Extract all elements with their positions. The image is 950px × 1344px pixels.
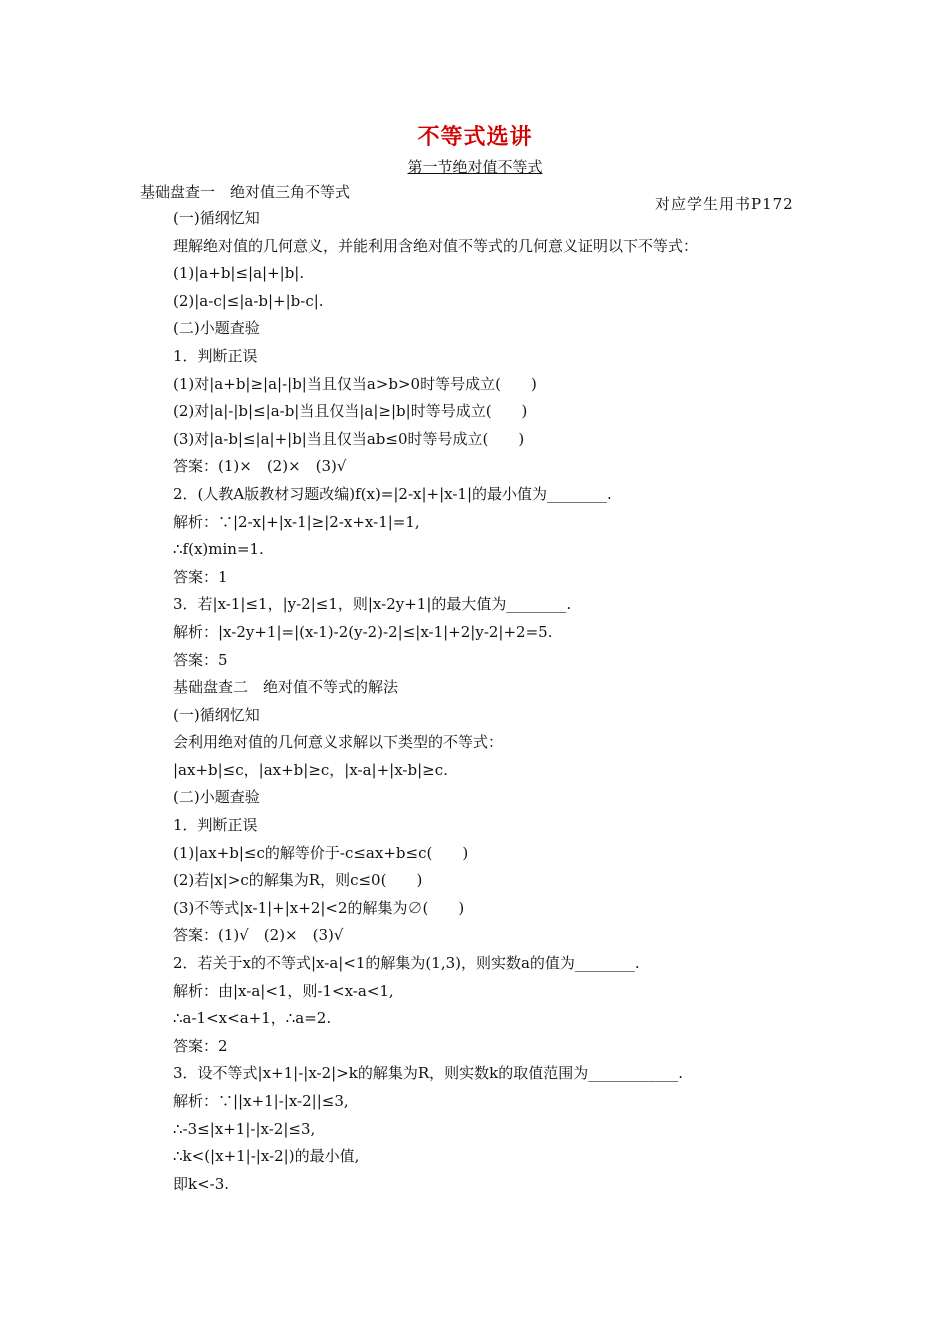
text-line: 理解绝对值的几何意义，并能利用含绝对值不等式的几何意义证明以下不等式： bbox=[173, 236, 699, 255]
subtitle-text: 第一节绝对值不等式 bbox=[407, 158, 543, 176]
text-line: (2)若|x|>c的解集为R，则c≤0( ) bbox=[173, 871, 423, 890]
text-line: 解析：|x-2y+1|=|(x-1)-2(y-2)-2|≤|x-1|+2|y-2|+2=5. bbox=[173, 622, 553, 641]
section-heading-2: 基础盘查二 绝对值不等式的解法 bbox=[173, 678, 399, 697]
text-line: (二)小题查验 bbox=[173, 788, 260, 807]
text-line: |ax+b|≤c，|ax+b|≥c，|x-a|+|x-b|≥c. bbox=[173, 760, 448, 779]
text-line: (2)对|a|-|b|≤|a-b|当且仅当|a|≥|b|时等号成立( ) bbox=[173, 402, 528, 421]
page-reference: 对应学生用书P172 bbox=[655, 195, 794, 213]
text-line: 答案：1 bbox=[173, 567, 228, 586]
text-line: 3．设不等式|x+1|-|x-2|>k的解集为R，则实数k的取值范围为____________. bbox=[173, 1064, 684, 1083]
text-line: 解析：∵||x+1|-|x-2||≤3, bbox=[173, 1092, 349, 1110]
text-line: (1)对|a+b|≥|a|-|b|当且仅当a>b>0时等号成立( ) bbox=[173, 374, 537, 393]
text-line: 答案：5 bbox=[173, 650, 228, 669]
text-line: 1．判断正误 bbox=[173, 816, 258, 835]
text-line: 解析：∵|2-x|+|x-1|≥|2-x+x-1|=1, bbox=[173, 512, 420, 531]
page-title: 不等式选讲 bbox=[417, 125, 533, 150]
text-line: (2)|a-c|≤|a-b|+|b-c|. bbox=[173, 291, 324, 310]
text-line: (3)对|a-b|≤|a|+|b|当且仅当ab≤0时等号成立( ) bbox=[173, 429, 525, 448]
text-line: 2．若关于x的不等式|x-a|<1的解集为(1,3)，则实数a的值为________. bbox=[173, 954, 640, 973]
text-line: ∴f(x)min=1. bbox=[173, 540, 264, 559]
text-line: (一)循纲忆知 bbox=[173, 705, 260, 724]
text-line: ∴-3≤|x+1|-|x-2|≤3, bbox=[173, 1119, 316, 1138]
text-line: 答案：(1)× (2)× (3)√ bbox=[173, 457, 347, 476]
text-line: 会利用绝对值的几何意义求解以下类型的不等式： bbox=[173, 733, 504, 752]
text-line: 1．判断正误 bbox=[173, 346, 258, 365]
text-line: (3)不等式|x-1|+|x+2|<2的解集为∅( ) bbox=[173, 898, 465, 917]
text-line: (一)循纲忆知 bbox=[173, 209, 260, 227]
text-line: (1)|a+b|≤|a|+|b|. bbox=[173, 264, 305, 283]
document-body bbox=[173, 205, 893, 1198]
text-line: 答案：(1)√ (2)× (3)√ bbox=[173, 926, 344, 945]
text-line: ∴a-1<x<a+1，∴a=2. bbox=[173, 1009, 332, 1028]
section-subtitle bbox=[0, 156, 950, 177]
text-line: 答案：2 bbox=[173, 1036, 228, 1055]
text-line: 3．若|x-1|≤1，|y-2|≤1，则|x-2y+1|的最大值为________. bbox=[173, 595, 572, 614]
text-line: 即k<-3. bbox=[173, 1174, 230, 1193]
text-line: 解析：由|x-a|<1，则-1<x-a<1, bbox=[173, 981, 394, 1000]
text-line: (1)|ax+b|≤c的解等价于-c≤ax+b≤c( ) bbox=[173, 843, 469, 862]
text-line: ∴k<(|x+1|-|x-2|)的最小值, bbox=[173, 1147, 360, 1166]
text-line: 2．(人教A版教材习题改编)f(x)=|2-x|+|x-1|的最小值为________. bbox=[173, 484, 612, 503]
text-line: (二)小题查验 bbox=[173, 319, 260, 338]
section-heading-1: 基础盘查一 绝对值三角不等式 bbox=[140, 183, 351, 201]
